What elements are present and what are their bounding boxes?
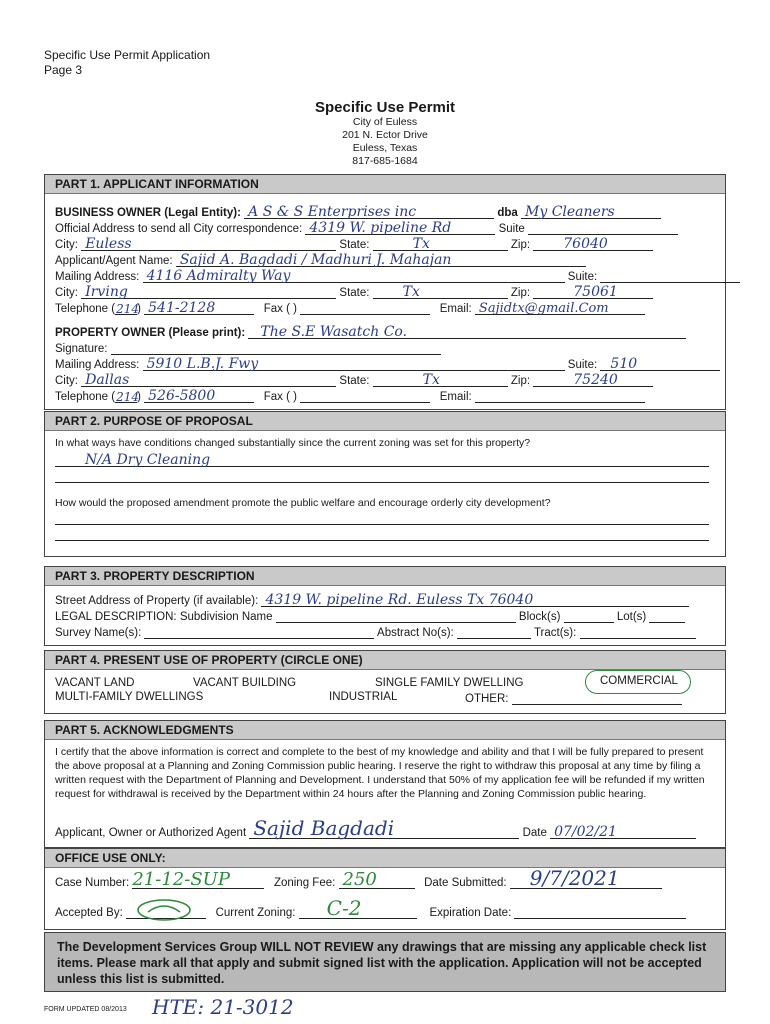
accepted-by-field[interactable] xyxy=(126,905,206,919)
use-other-field[interactable] xyxy=(512,691,682,705)
agent-label: Applicant/Agent Name: xyxy=(55,255,173,267)
part4-heading: PART 4. PRESENT USE OF PROPERTY (CIRCLE ONE) xyxy=(45,651,725,670)
form-name: Specific Use Permit Application xyxy=(44,48,211,62)
city-row xyxy=(55,237,653,251)
mailing-field[interactable] xyxy=(143,269,565,283)
page-header xyxy=(44,48,210,78)
dba-field[interactable] xyxy=(521,205,661,219)
use-single-family[interactable]: SINGLE FAMILY DWELLING xyxy=(375,677,524,689)
use-multi-family[interactable]: MULTI-FAMILY DWELLINGS xyxy=(55,691,204,703)
use-other-row xyxy=(465,691,682,705)
fax3-field[interactable] xyxy=(300,389,430,403)
suite3-field[interactable] xyxy=(600,357,720,371)
legal-description-label: LEGAL DESCRIPTION: Subdivision Name xyxy=(55,611,273,623)
survey-label: Survey Name(s): xyxy=(55,627,142,639)
street-address-row xyxy=(55,593,689,607)
mailing3-value: 5910 L.B.J. Fwy xyxy=(146,356,259,372)
fax-label: Fax ( ) xyxy=(263,303,297,315)
answer-1-line[interactable] xyxy=(55,452,709,468)
email-field[interactable] xyxy=(475,301,645,315)
business-owner-value: A S & S Enterprises inc xyxy=(248,204,417,220)
state3-field[interactable] xyxy=(373,373,508,387)
tract-field[interactable] xyxy=(580,625,696,639)
part2-section xyxy=(44,411,726,557)
page-number: Page 3 xyxy=(44,63,83,77)
acknowledgment-signature-row xyxy=(55,816,696,840)
answer-1-value: N/A Dry Cleaning xyxy=(85,452,211,468)
mailing-value: 4116 Admiralty Way xyxy=(146,268,291,284)
street-address-field[interactable] xyxy=(261,593,689,607)
state2-value: Tx xyxy=(402,284,420,300)
mailing3-label: Mailing Address: xyxy=(55,359,140,371)
expiration-date-field[interactable] xyxy=(514,905,686,919)
block-label: Block(s) xyxy=(518,611,561,623)
lot-label: Lot(s) xyxy=(616,611,647,623)
city3-value: Dallas xyxy=(85,372,130,388)
city-phone: 817-685-1684 xyxy=(352,155,418,167)
email-value: Sajidtx@gmail.Com xyxy=(478,301,609,316)
mailing-row xyxy=(55,269,740,283)
survey-field[interactable] xyxy=(144,625,374,639)
authorized-agent-signature: Sajid Bagdadi xyxy=(253,816,395,840)
acknowledgment-date-value: 07/02/21 xyxy=(554,824,617,840)
mailing-label: Mailing Address: xyxy=(55,271,140,283)
zip-field[interactable] xyxy=(533,237,653,251)
telephone3-area-value: 214 xyxy=(116,390,140,404)
answer-2-line[interactable] xyxy=(55,524,709,525)
city-state: Euless, Texas xyxy=(352,142,418,154)
dba-label: dba xyxy=(497,207,518,219)
city2-value: Irving xyxy=(85,284,128,300)
city-label: City: xyxy=(55,239,78,251)
mailing3-row xyxy=(55,357,720,371)
business-owner-label: BUSINESS OWNER (Legal Entity): xyxy=(55,207,241,219)
expiration-date-label: Expiration Date: xyxy=(429,907,512,919)
signature-field[interactable] xyxy=(111,341,441,355)
telephone3-row: Telephone ( 214 ) 526-5800 Fax ( ) Email: xyxy=(55,389,645,403)
legal-description-row xyxy=(55,609,685,623)
property-owner-row xyxy=(55,325,686,339)
city-field[interactable] xyxy=(81,237,336,251)
city2-label: City: xyxy=(55,287,78,299)
current-zoning-label: Current Zoning: xyxy=(215,907,296,919)
zip2-value: 75061 xyxy=(573,284,618,300)
signature-row xyxy=(55,341,441,355)
abstract-field[interactable] xyxy=(457,625,531,639)
use-other-label: OTHER: xyxy=(465,693,509,705)
city-value: Euless xyxy=(85,236,132,252)
lot-field[interactable] xyxy=(649,609,685,623)
email3-label: Email: xyxy=(439,391,472,403)
review-notice-banner: The Development Services Group WILL NOT REVIEW any drawings that are missing any applicable check list items. Please mark all that apply and submit signed list with the application. Application will not be accepted unless this list is submitted. xyxy=(44,932,726,992)
part1-heading: PART 1. APPLICANT INFORMATION xyxy=(45,175,725,194)
telephone-row: Telephone ( 214 ) 541-2128 Fax ( ) Email: Sajidtx@gmail.Com xyxy=(55,301,645,315)
office-use-heading: OFFICE USE ONLY: xyxy=(45,849,725,868)
accepted-by-label: Accepted By: xyxy=(55,907,123,919)
suite-field[interactable] xyxy=(528,221,678,235)
property-owner-value: The S.E Wasatch Co. xyxy=(260,324,408,340)
case-number-row xyxy=(55,866,662,890)
telephone-area-field[interactable] xyxy=(115,301,140,316)
official-address-label: Official Address to send all City correspondence: xyxy=(55,223,303,235)
part3-section xyxy=(44,566,726,646)
official-address-value: 4319 W. pipeline Rd xyxy=(309,220,452,236)
case-number-value: 21-12-SUP xyxy=(132,869,230,890)
acknowledgment-date-label: Date xyxy=(522,827,547,839)
part3-heading: PART 3. PROPERTY DESCRIPTION xyxy=(45,567,725,586)
zip-label: Zip: xyxy=(510,239,531,251)
acknowledgment-date-field[interactable] xyxy=(550,825,696,839)
answer-1-line-2[interactable] xyxy=(55,482,709,483)
hte-number: HTE: 21-3012 xyxy=(152,995,294,1019)
city3-label: City: xyxy=(55,375,78,387)
telephone3-area-field[interactable] xyxy=(115,389,140,404)
part5-heading: PART 5. ACKNOWLEDGMENTS xyxy=(45,721,725,740)
street-address-value: 4319 W. pipeline Rd. Euless Tx 76040 xyxy=(265,592,534,608)
part1-section xyxy=(44,174,726,410)
signature-label: Signature: xyxy=(55,343,108,355)
use-vacant-land[interactable]: VACANT LAND xyxy=(55,677,135,689)
form-updated-note: FORM UPDATED 08/2013 xyxy=(44,1006,127,1013)
official-address-row xyxy=(55,221,678,235)
part2-heading: PART 2. PURPOSE OF PROPOSAL xyxy=(45,412,725,431)
accepted-by-row xyxy=(55,896,686,920)
agent-value: Sajid A. Bagdadi / Madhuri J. Mahajan xyxy=(179,252,452,268)
telephone-field[interactable] xyxy=(144,301,254,315)
state2-field[interactable] xyxy=(373,285,508,299)
fax3-label: Fax ( ) xyxy=(263,391,297,403)
document-title-block xyxy=(0,99,770,168)
suite-label: Suite xyxy=(498,223,525,235)
zip2-field[interactable] xyxy=(533,285,653,299)
current-zoning-field[interactable] xyxy=(299,896,417,920)
zip3-value: 75240 xyxy=(573,372,618,388)
telephone-label: Telephone ( xyxy=(55,303,116,315)
telephone-area-value: 214 xyxy=(116,302,140,316)
tract-label: Tract(s): xyxy=(533,627,577,639)
city2-row xyxy=(55,285,653,299)
state3-value: Tx xyxy=(422,372,440,388)
date-submitted-field[interactable] xyxy=(510,866,662,890)
telephone-value: 541-2128 xyxy=(148,300,216,316)
city3-row xyxy=(55,373,653,387)
case-number-field[interactable] xyxy=(132,869,264,890)
telephone3-label: Telephone ( xyxy=(55,391,116,403)
agent-field[interactable] xyxy=(176,253,586,267)
authorized-agent-signature-field[interactable] xyxy=(249,816,519,840)
city2-field[interactable] xyxy=(81,285,336,299)
state2-label: State: xyxy=(339,287,370,299)
suite3-label: Suite: xyxy=(567,359,598,371)
zip2-label: Zip: xyxy=(510,287,531,299)
state-value: Tx xyxy=(412,236,430,252)
block-field[interactable] xyxy=(564,609,614,623)
zoning-fee-label: Zoning Fee: xyxy=(273,877,336,889)
fax-field[interactable] xyxy=(300,301,430,315)
state-field[interactable] xyxy=(373,237,508,251)
office-use-section xyxy=(44,848,726,930)
accepted-by-initials-mark xyxy=(134,898,194,922)
current-zoning-value: C-2 xyxy=(326,896,362,920)
part4-section xyxy=(44,650,726,714)
property-owner-label: PROPERTY OWNER (Please print): xyxy=(55,327,246,339)
case-number-label: Case Number: xyxy=(55,877,130,889)
question-1: In what ways have conditions changed substantially since the current zoning was set for this property? xyxy=(55,437,531,449)
official-address-field[interactable] xyxy=(305,221,495,235)
date-submitted-value: 9/7/2021 xyxy=(529,866,620,890)
date-submitted-label: Date Submitted: xyxy=(424,877,507,889)
agent-row xyxy=(55,253,586,267)
use-industrial[interactable]: INDUSTRIAL xyxy=(329,691,398,703)
city3-field[interactable] xyxy=(81,373,336,387)
suite2-label: Suite: xyxy=(567,271,598,283)
zoning-fee-field[interactable] xyxy=(339,869,415,890)
zip-value: 76040 xyxy=(563,236,608,252)
city-street: 201 N. Ector Drive xyxy=(342,129,428,141)
abstract-label: Abstract No(s): xyxy=(377,627,454,639)
subdivision-field[interactable] xyxy=(276,609,516,623)
suite2-field[interactable] xyxy=(600,269,740,283)
mailing3-field[interactable] xyxy=(143,357,565,371)
suite3-value: 510 xyxy=(610,356,638,372)
authorized-agent-label: Applicant, Owner or Authorized Agent xyxy=(55,827,247,839)
property-owner-field[interactable] xyxy=(248,325,686,339)
business-owner-field[interactable] xyxy=(244,205,494,219)
use-commercial[interactable]: COMMERCIAL xyxy=(600,675,678,687)
dba-value: My Cleaners xyxy=(525,204,615,220)
email3-field[interactable] xyxy=(475,389,645,403)
city-name: City of Euless xyxy=(352,116,418,128)
question-2: How would the proposed amendment promote the public welfare and encourage orderly city development? xyxy=(55,497,551,509)
use-vacant-building[interactable]: VACANT BUILDING xyxy=(193,677,297,689)
zip3-field[interactable] xyxy=(533,373,653,387)
answer-2-line-2[interactable] xyxy=(55,540,709,541)
telephone3-value: 526-5800 xyxy=(148,388,216,404)
state3-label: State: xyxy=(339,375,370,387)
survey-row xyxy=(55,625,696,639)
street-address-label: Street Address of Property (if available): xyxy=(55,595,259,607)
zoning-fee-value: 250 xyxy=(342,869,377,890)
document-title: Specific Use Permit xyxy=(314,99,456,116)
email-label: Email: xyxy=(439,303,472,315)
business-owner-row xyxy=(55,205,661,219)
state-label: State: xyxy=(339,239,370,251)
zip3-label: Zip: xyxy=(510,375,531,387)
part5-section xyxy=(44,720,726,848)
acknowledgment-text: I certify that the above information is correct and complete to the best of my knowledge and ability and that I will be fully prepared to present the above proposal at a Planning and Zoning Commission public hearing. I reserve the right to withdraw this proposal at any time by filing a written request with the Department of Planning and Development. I understand that 50% of my application fee will be refunded if my written request for withdrawal is received by the Department within 24 hours after the Planning and Zoning Commission public hearing. xyxy=(55,746,705,800)
telephone3-field[interactable] xyxy=(144,389,254,403)
